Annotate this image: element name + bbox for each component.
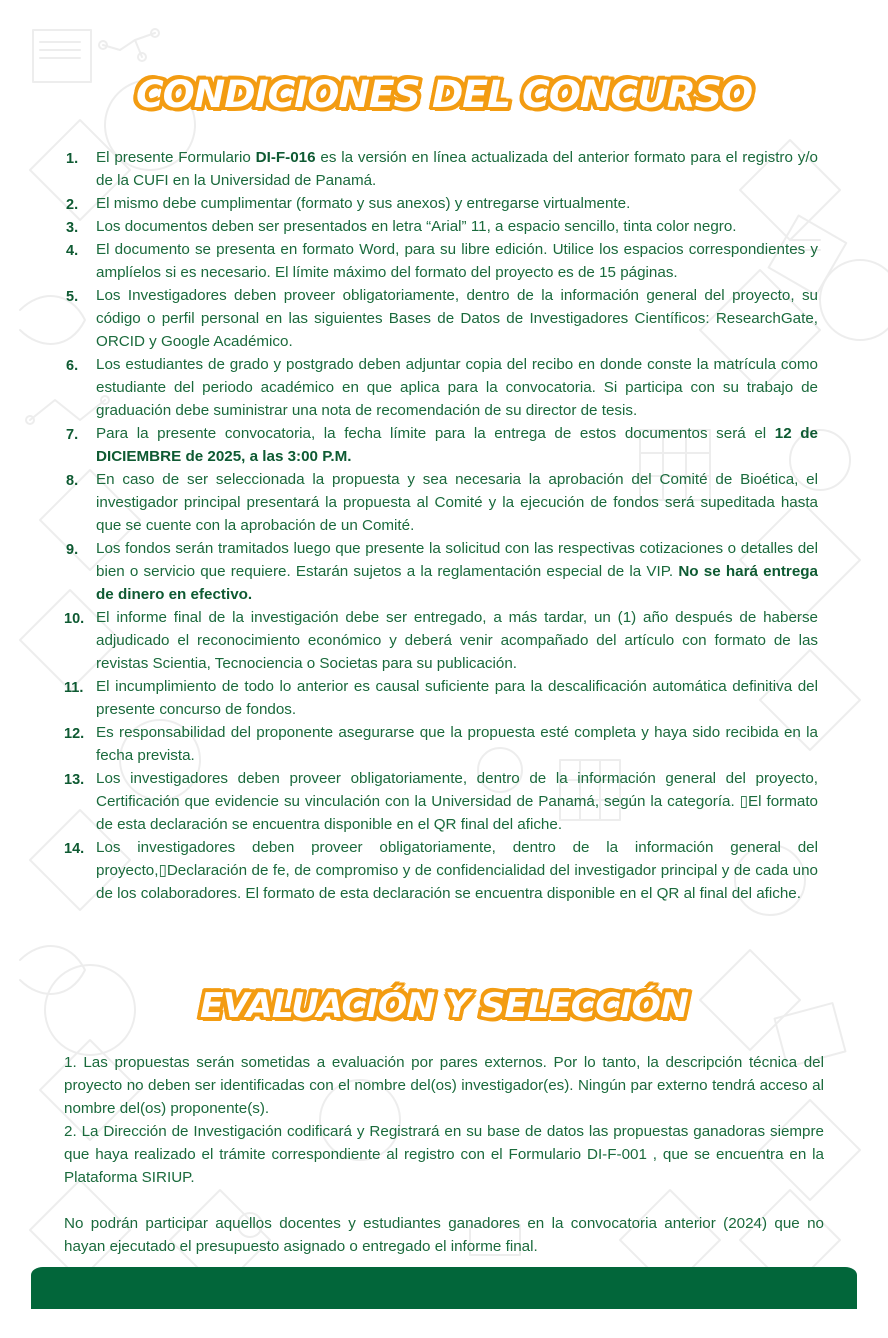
condition-number: 6. — [66, 358, 79, 374]
condition-text: El informe final de la investigación debe ser entregado, a más tardar, un (1) año después de haberse adjudicado el reconocimiento económico y deberá venir acompañado del artículo con formato de las revistas Scientia, Tecnociencia o Societas para su publicación. — [96, 609, 818, 672]
condition-item — [62, 606, 818, 675]
deadline-text: 12 de DICIEMBRE de 2025, a las 3:00 P.M. — [96, 425, 818, 465]
condition-number: 1. — [66, 151, 79, 167]
condition-text: El mismo debe cumplimentar (formato y sus anexos) y entregarse virtualmente. — [96, 195, 631, 212]
condition-item — [62, 353, 818, 422]
condition-item — [62, 767, 818, 836]
condition-text: Para la presente convocatoria, la fecha límite para la entrega de estos documentos será el — [96, 425, 775, 442]
condition-number: 14. — [64, 841, 85, 857]
condition-item — [62, 468, 818, 537]
condition-text-bold: DI-F-016 — [255, 149, 316, 166]
condition-number: 3. — [66, 220, 79, 236]
condition-item — [62, 192, 818, 215]
condition-text: Los fondos serán tramitados luego que presente la solicitud con las respectivas cotizaciones o detalles del bien o servicio que requiere. Estarán sujetos a la reglamentación especial de la VIP. — [96, 540, 818, 580]
condition-number: 12. — [64, 726, 85, 742]
conditions-list — [62, 146, 818, 905]
condition-text: El incumplimiento de todo lo anterior es causal suficiente para la descalificación automática definitiva del presente concurso de fondos. — [96, 678, 818, 718]
condition-number: 9. — [66, 542, 79, 558]
condition-number: 7. — [66, 427, 79, 443]
condition-item — [62, 284, 818, 353]
evaluation-title: EVALUACIÓN Y SELECCIÓN — [199, 986, 689, 1026]
condition-text-bold: No se hará entrega de dinero en efectivo. — [96, 563, 818, 603]
condition-item — [62, 836, 818, 905]
eligibility-note: No podrán participar aquellos docentes y estudiantes ganadores en la convocatoria anterior (2024) que no hayan ejecutado el presupuesto asignado o entregado el informe final. — [64, 1215, 824, 1255]
evaluation-body — [64, 1051, 824, 1258]
condition-number: 8. — [66, 473, 79, 489]
conditions-title: CONDICIONES DEL CONCURSO — [135, 73, 753, 116]
condition-number: 11. — [64, 680, 84, 696]
condition-item — [62, 146, 818, 192]
condition-number: 13. — [64, 772, 85, 788]
condition-item — [62, 215, 818, 238]
condition-text: El presente Formulario — [96, 149, 256, 166]
condition-text: es la versión en línea actualizada del anterior formato para el registro y/o de la CUFI en la Universidad de Panamá. — [96, 149, 818, 189]
condition-item — [62, 238, 818, 284]
condition-text: Es responsabilidad del proponente asegurarse que la propuesta esté completa y haya sido recibida en la fecha prevista. — [96, 724, 818, 764]
evaluation-paragraph: 2. La Dirección de Investigación codificará y Registrará en su base de datos las propuestas ganadoras siempre que haya realizado el trámite correspondiente al registro con el Formulario DI-F-001 , que se encuentra en la Plataforma SIRIUP. — [64, 1123, 824, 1186]
condition-text: El documento se presenta en formato Word, para su libre edición. Utilice los espacios correspondientes y amplíelos si es necesario. El límite máximo del formato del proyecto es de 15 páginas. — [96, 241, 818, 281]
condition-number: 10. — [64, 611, 85, 627]
condition-number: 5. — [66, 289, 79, 305]
condition-item — [62, 422, 818, 468]
condition-number: 2. — [66, 197, 79, 213]
footer-bar — [31, 1267, 857, 1309]
condition-item — [62, 675, 818, 721]
condition-text: Los investigadores deben proveer obligatoriamente, dentro de la información general del proyecto, Certificación que evidencie su vinculación con la Universidad de Panamá, según la categoría. ▯El formato de esta declaración se encuentra disponible en el QR final del afiche. — [96, 770, 818, 833]
condition-text: Los Investigadores deben proveer obligatoriamente, dentro de la información general del proyecto, su código o perfil personal en las siguientes Bases de Datos de Investigadores Científicos: ResearchGate, ORCID y Google Académico. — [96, 287, 818, 350]
condition-item — [62, 537, 818, 606]
condition-text: Los documentos deben ser presentados en letra “Arial” 11, a espacio sencillo, tinta color negro. — [96, 218, 737, 235]
condition-item — [62, 721, 818, 767]
condition-text: Los investigadores deben proveer obligatoriamente, dentro de la información general del proyecto,▯Declaración de fe, de compromiso y de confidencialidad del investigador principal y de cada uno de los colaboradores. El formato de esta declaración se encuentra disponible en el QR al final del afiche. — [96, 839, 818, 902]
paragraph-spacer — [64, 1189, 824, 1212]
condition-text: Los estudiantes de grado y postgrado deben adjuntar copia del recibo en donde conste la matrícula como estudiante del periodo académico en que aplica para la convocatoria. Si participa con su trabajo de graduación debe suministrar una nota de recomendación de su director de tesis. — [96, 356, 818, 419]
condition-text: En caso de ser seleccionada la propuesta y sea necesaria la aprobación del Comité de Bioética, el investigador principal presentará la propuesta al Comité y la ejecución de fondos será supeditada hasta que se cuente con la aprobación de un Comité. — [96, 471, 818, 534]
evaluation-paragraph: 1. Las propuestas serán sometidas a evaluación por pares externos. Por lo tanto, la descripción técnica del proyecto no deben ser identificadas con el nombre del(os) investigador(es). Ningún par externo tendrá acceso al nombre del(os) proponente(s). — [64, 1054, 824, 1117]
condition-number: 4. — [66, 243, 79, 259]
